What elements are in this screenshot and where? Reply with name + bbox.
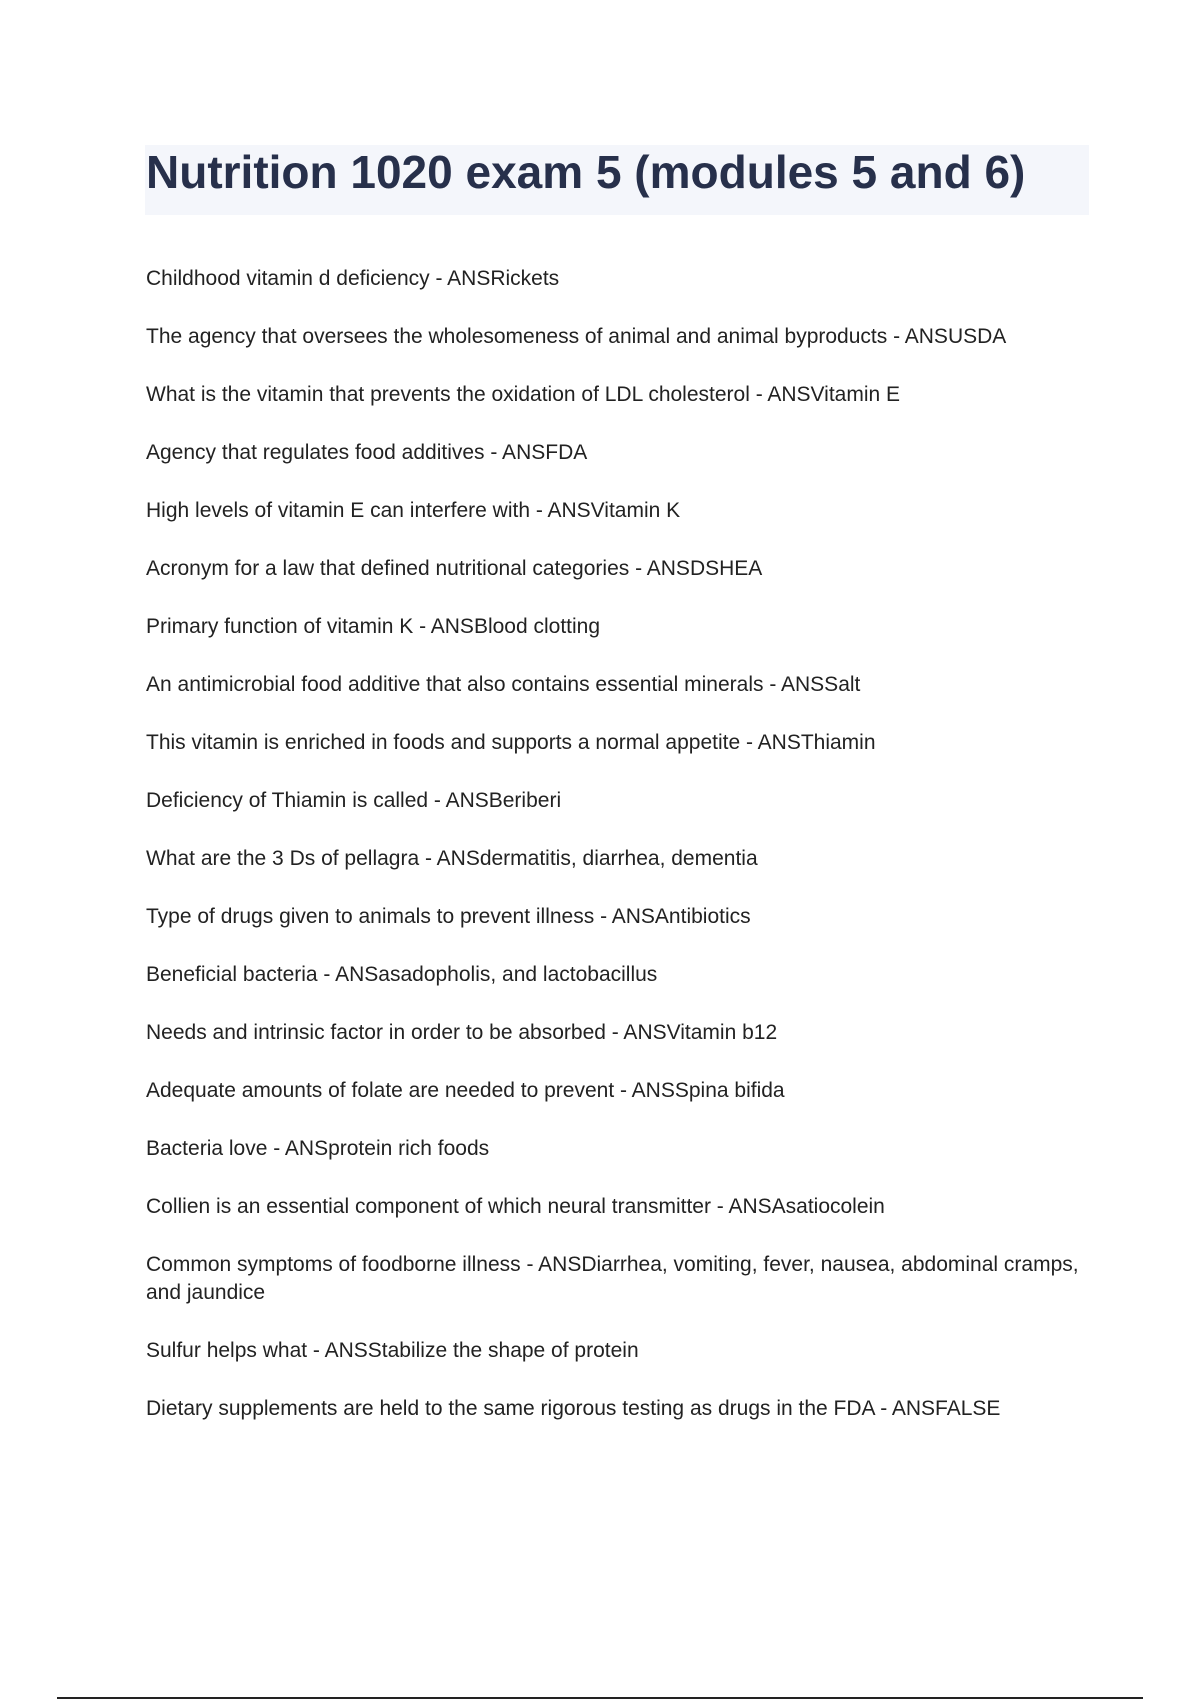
qa-item: Deficiency of Thiamin is called - ANSBeriberi bbox=[146, 789, 562, 812]
qa-item: What are the 3 Ds of pellagra - ANSdermatitis, diarrhea, dementia bbox=[146, 847, 758, 870]
qa-item: Acronym for a law that defined nutritional categories - ANSDSHEA bbox=[146, 557, 763, 580]
qa-item: Needs and intrinsic factor in order to be absorbed - ANSVitamin b12 bbox=[146, 1021, 778, 1044]
qa-item: Dietary supplements are held to the same rigorous testing as drugs in the FDA - ANSFALSE bbox=[146, 1397, 1001, 1420]
qa-item: High levels of vitamin E can interfere with - ANSVitamin K bbox=[146, 499, 681, 522]
qa-item: Agency that regulates food additives - ANSFDA bbox=[146, 441, 588, 464]
qa-item: Childhood vitamin d deficiency - ANSRickets bbox=[146, 267, 560, 290]
qa-item: Sulfur helps what - ANSStabilize the shape of protein bbox=[146, 1339, 639, 1362]
qa-item: Common symptoms of foodborne illness - ANSDiarrhea, vomiting, fever, nausea, abdominal cramps, and jaundice bbox=[146, 1253, 1079, 1304]
qa-list bbox=[146, 265, 1086, 1453]
qa-item: Bacteria love - ANSprotein rich foods bbox=[146, 1137, 490, 1160]
footer-divider bbox=[57, 1697, 1143, 1699]
qa-item: The agency that oversees the wholesomeness of animal and animal byproducts - ANSUSDA bbox=[146, 325, 1007, 348]
qa-item: Beneficial bacteria - ANSasadopholis, and lactobacillus bbox=[146, 963, 658, 986]
qa-item: Adequate amounts of folate are needed to prevent - ANSSpina bifida bbox=[146, 1079, 785, 1102]
document-title: Nutrition 1020 exam 5 (modules 5 and 6) bbox=[146, 146, 1026, 198]
qa-item: Type of drugs given to animals to prevent illness - ANSAntibiotics bbox=[146, 905, 751, 928]
qa-item: An antimicrobial food additive that also contains essential minerals - ANSSalt bbox=[146, 673, 861, 696]
qa-item: Primary function of vitamin K - ANSBlood clotting bbox=[146, 615, 601, 638]
qa-item: Collien is an essential component of which neural transmitter - ANSAsatiocolein bbox=[146, 1195, 885, 1218]
qa-item: What is the vitamin that prevents the oxidation of LDL cholesterol - ANSVitamin E bbox=[146, 383, 901, 406]
qa-item: This vitamin is enriched in foods and supports a normal appetite - ANSThiamin bbox=[146, 731, 876, 754]
